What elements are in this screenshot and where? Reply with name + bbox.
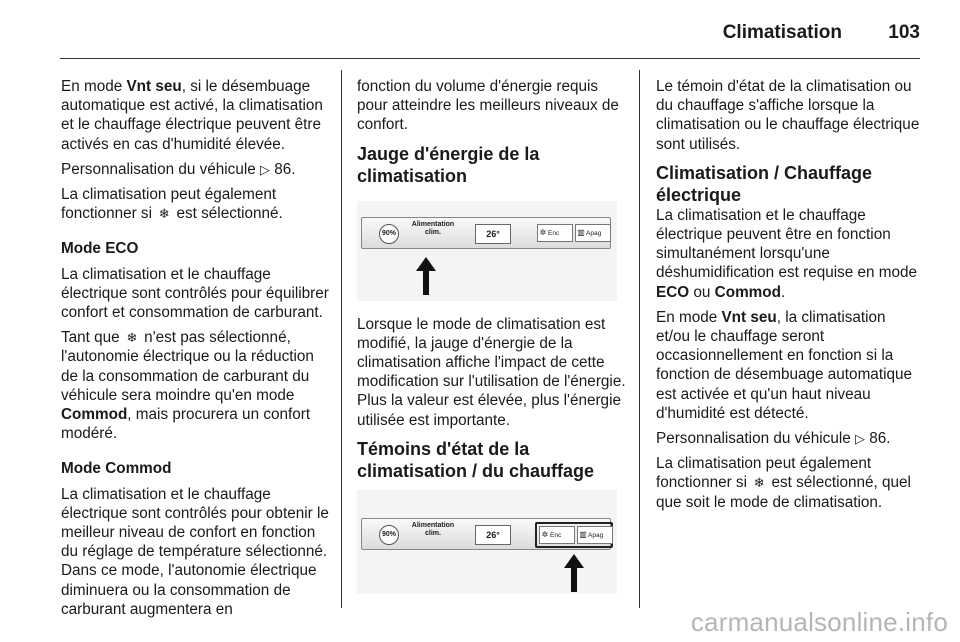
subheading-commod: Mode Commod	[61, 460, 172, 478]
enc-button: ✲ Enc	[539, 526, 575, 544]
climate-panel-figure-status	[357, 490, 617, 594]
paragraph: La climatisation et le chauffage électrique sont contrôlés pour obtenir le meilleur niveau de confort en fonction du réglage de température sélectionné. Dans ce mode, l'autonomie électrique diminuera ou la consommation de carburant augmentera en	[61, 485, 329, 618]
snowflake-icon: ✲	[541, 529, 549, 539]
paragraph: En mode Vnt seu, la climatisation et/ou le chauffage seront occasionnellement en fonction si la fonction de désembuage automatique est activée et qu'un haut niveau d'humidité est détecté.	[656, 308, 912, 422]
column-1	[61, 77, 331, 625]
heading-energy-gauge: Jauge d'énergie de la climatisation	[357, 143, 540, 186]
triangle-right-icon: ▷	[855, 431, 865, 447]
enc-button: ✲ Enc	[537, 224, 573, 242]
subheading-eco: Mode ECO	[61, 240, 139, 258]
arrow-up-icon	[567, 554, 581, 592]
heater-icon: ▥	[577, 227, 585, 237]
arrow-up-icon	[419, 257, 433, 295]
column-3	[656, 77, 922, 518]
paragraph: Lorsque le mode de climatisation est modifié, la jauge d'énergie de la climatisation affiche l'impact de cette modification sur l'utilisation de l'énergie. Plus la valeur est élevée, plus l'énergie utilisée est importante.	[357, 315, 626, 429]
header-rule	[60, 58, 920, 59]
temperature-display: 26°	[475, 525, 511, 545]
status-buttons	[535, 221, 613, 247]
heading-status-indicators: Témoins d'état de la climatisation / du chauffage	[357, 438, 595, 481]
page-header	[60, 18, 920, 58]
apag-button: ▥Apag	[577, 526, 613, 544]
snowflake-icon: ✲	[539, 227, 547, 237]
snowflake-ac-icon: ❄	[158, 206, 170, 222]
temperature-display: 26°	[475, 224, 511, 244]
column-divider-2	[639, 70, 640, 608]
energy-gauge-circle: 90%	[379, 224, 399, 244]
paragraph: La climatisation peut également fonctionner si ❄ est sélectionné.	[61, 186, 283, 223]
heater-icon: ▥	[579, 529, 587, 539]
snowflake-ac-icon: ❄	[753, 475, 765, 491]
paragraph: Le témoin d'état de la climatisation ou du chauffage s'affiche lorsque la climatisation ou le chauffage électrique sont utilisés.	[656, 78, 920, 153]
alim-label: Alimentation clim.	[411, 521, 455, 537]
paragraph: La climatisation et le chauffage électrique peuvent être en fonction simultanément lorsqu'une déshumidification est requise en mode ECO ou Commod.	[656, 206, 918, 301]
paragraph: La climatisation et le chauffage électrique sont contrôlés pour équilibrer confort et consommation de carburant.	[61, 265, 329, 322]
paragraph: La climatisation peut également fonctionner si ❄ est sélectionné, quel que soit le mode de climatisation.	[656, 455, 911, 511]
paragraph: En mode Vnt seu, si le désembuage automatique est activé, la climatisation et le chauffage électrique peuvent être activés en cas d'humidité élevée.	[61, 78, 323, 153]
paragraph: Tant que ❄ n'est pas sélectionné, l'autonomie électrique ou la réduction de la consommation de carburant du véhicule sera moindre qu'en mode Commod, mais procurera un confort modéré.	[61, 329, 314, 443]
paragraph-reference: Personnalisation du véhicule ▷ 86.	[61, 160, 296, 178]
alim-label: Alimentation clim.	[411, 220, 455, 236]
energy-gauge-circle: 90%	[379, 525, 399, 545]
heading-ac-heating: Climatisation / Chauffage électrique	[656, 162, 873, 205]
column-2	[357, 77, 627, 594]
status-buttons-highlighted	[535, 522, 613, 548]
page-title: Climatisation	[722, 22, 842, 43]
paragraph: fonction du volume d'énergie requis pour atteindre les meilleurs niveaux de confort.	[357, 78, 619, 134]
triangle-right-icon: ▷	[260, 161, 270, 177]
snowflake-ac-icon: ❄	[126, 330, 138, 346]
apag-button: ▥Apag	[575, 224, 611, 242]
page-number: 103	[888, 22, 920, 43]
paragraph-reference: Personnalisation du véhicule ▷ 86.	[656, 430, 891, 448]
watermark[interactable]: carmanualsonline.info	[690, 607, 948, 637]
climate-panel-figure-gauge	[357, 201, 617, 301]
column-divider-1	[341, 70, 342, 608]
